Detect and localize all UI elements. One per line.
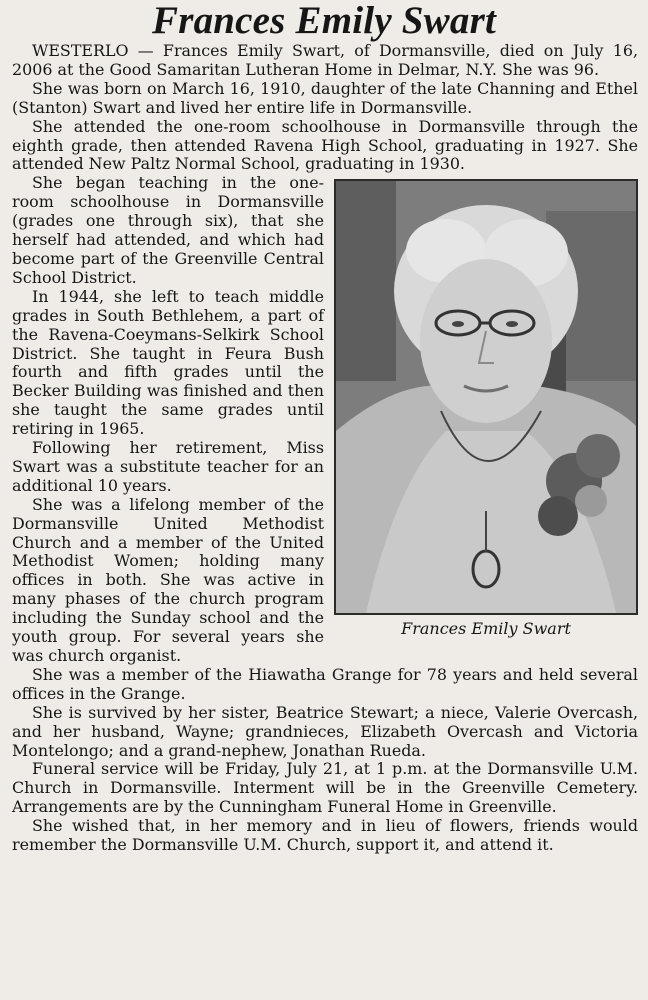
paragraph-6: Following her retirement, Miss Swart was a substitute teacher for an additional 10 years.: [12, 438, 324, 495]
obituary-body: [12, 42, 638, 855]
portrait-figure: [334, 179, 638, 653]
obituary-title: Frances Emily Swart: [151, 0, 497, 42]
portrait-photo: [334, 179, 638, 615]
paragraph-4: She began teaching in the one-room schoolhouse in Dormansville (grades one through six), that she herself had attended, and which had become part of the Greenville Central School District.: [12, 173, 324, 287]
paragraph-5: In 1944, she left to teach middle grades in South Bethlehem, a part of the Ravena-Coeymans-Selkirk School District. She taught in Feura Bush fourth and fifth grades until the Becker Building was finished and then she taught the same grades until retiring in 1965.: [12, 286, 324, 439]
paragraph-8: She was a member of the Hiawatha Grange for 78 years and held several offices in the Grange.: [12, 664, 638, 703]
photo-caption: Frances Emily Swart: [401, 619, 571, 639]
paragraph-2: She was born on March 16, 1910, daughter of the late Channing and Ethel (Stanton) Swart and lived her entire life in Dormansville.: [12, 78, 638, 117]
paragraph-1: WESTERLO — Frances Emily Swart, of Dormansville, died on July 16, 2006 at the Good Samaritan Lutheran Home in Delmar, N.Y. She was 96.: [12, 41, 638, 79]
portrait-illustration: [336, 181, 636, 613]
paragraph-10: Funeral service will be Friday, July 21, at 1 p.m. at the Dormansville U.M. Church in Dormansville. Interment will be in the Greenville Cemetery. Arrangements are by the Cunningham Funeral Home in Greenville.: [12, 759, 638, 817]
paragraph-11: She wished that, in her memory and in lieu of flowers, friends would remember the Dormansville U.M. Church, support it, and attend it.: [12, 816, 638, 855]
paragraph-3: She attended the one-room schoolhouse in Dormansville through the eighth grade, then attended Ravena High School, graduating in 1927. She attended New Paltz Normal School, graduating in 1930.: [12, 116, 638, 174]
paragraph-9: She is survived by her sister, Beatrice Stewart; a niece, Valerie Overcash, and her husband, Wayne; grandnieces, Elizabeth Overcash and Victoria Montelongo; and a grand-nephew, Jonathan Rueda.: [12, 702, 638, 760]
paragraph-7: She was a lifelong member of the Dormansville United Methodist Church and a member of the United Methodist Women; holding many offices in both. She was active in many phases of the church program including the Sunday school and the youth group. For several years she was church organist.: [12, 494, 324, 665]
